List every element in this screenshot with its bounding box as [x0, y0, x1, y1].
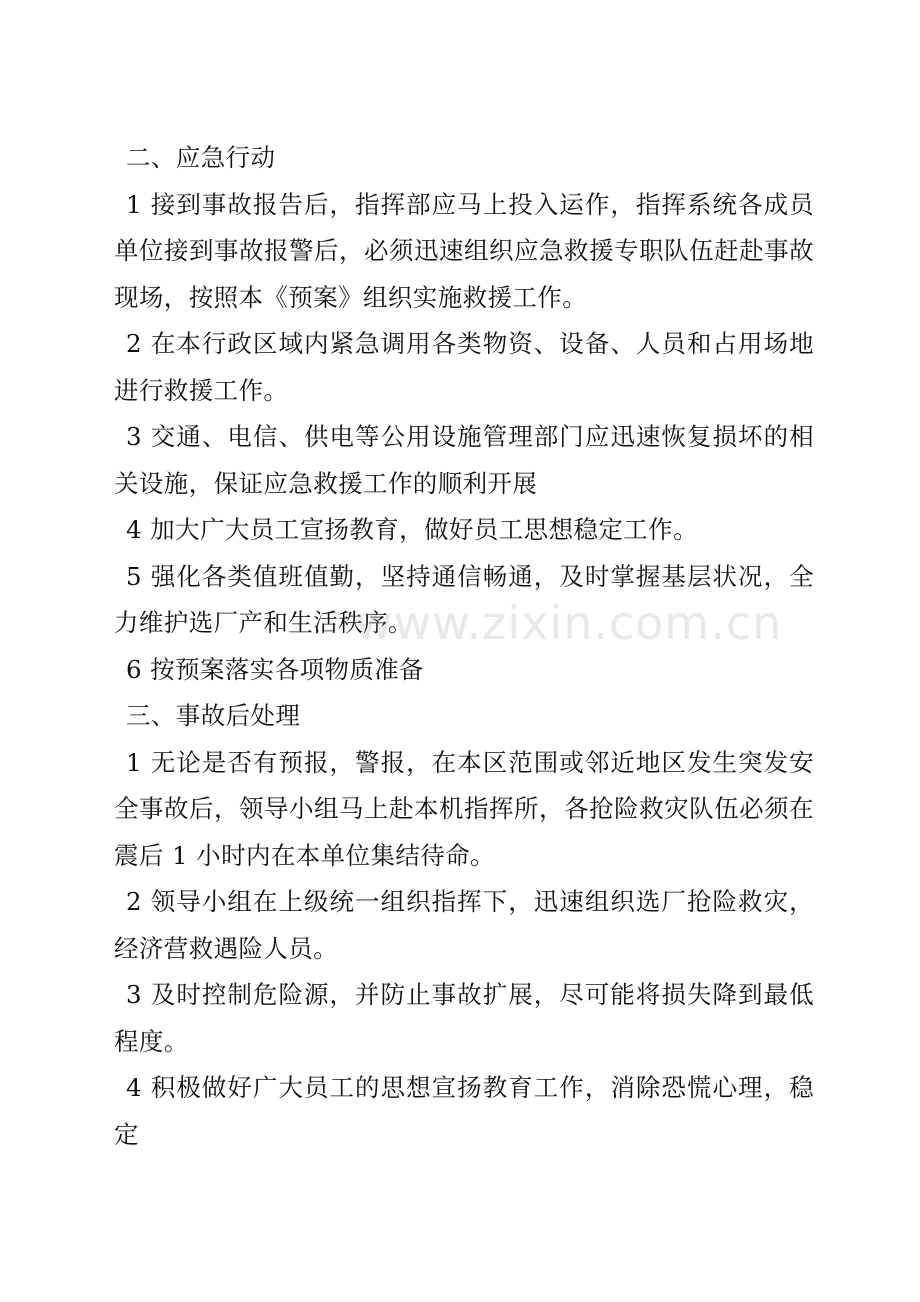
paragraph-post-3: 3 及时控制危险源，并防止事故扩展，尽可能将损失降到最低程度。 [114, 980, 814, 1056]
paragraph-action-1: 1 接到事故报告后，指挥部应马上投入运作，指挥系统各成员单位接到事故报警后，必须迅速组织应急救援专职队伍赶赴事故现场，按照本《预案》组织实施救援工作。 [114, 189, 814, 312]
section-heading-emergency-action: 二、应急行动 [126, 143, 276, 172]
paragraph-action-5: 5 强化各类值班值勤，坚持通信畅通，及时掌握基层状况，全力维护选厂产和生活秩序。 [114, 561, 814, 637]
paragraph-action-3: 3 交通、电信、供电等公用设施管理部门应迅速恢复损坏的相关设施，保证应急救援工作的顺利开展 [114, 422, 814, 498]
section-heading-post-accident: 三、事故后处理 [126, 701, 301, 730]
paragraph-action-4: 4 加大广大员工宣扬教育，做好员工思想稳定工作。 [126, 515, 698, 544]
paragraph-post-1: 1 无论是否有预报，警报，在本区范围或邻近地区发生突发安全事故后，领导小组马上赴本机指挥所，各抢险救灾队伍必须在震后 1 小时内在本单位集结待命。 [114, 747, 814, 870]
paragraph-post-2: 2 领导小组在上级统一组织指挥下，迅速组织选厂抢险救灾，经济营救遇险人员。 [114, 887, 814, 963]
paragraph-post-4: 4 积极做好广大员工的思想宣扬教育工作，消除恐慌心理，稳定 [114, 1073, 814, 1149]
paragraph-action-6: 6 按预案落实各项物质准备 [126, 654, 425, 684]
document-body [114, 135, 814, 1158]
watermark: www.zixin.com.cn [355, 596, 783, 650]
paragraph-action-2: 2 在本行政区域内紧急调用各类物资、设备、人员和占用场地进行救援工作。 [114, 329, 814, 405]
